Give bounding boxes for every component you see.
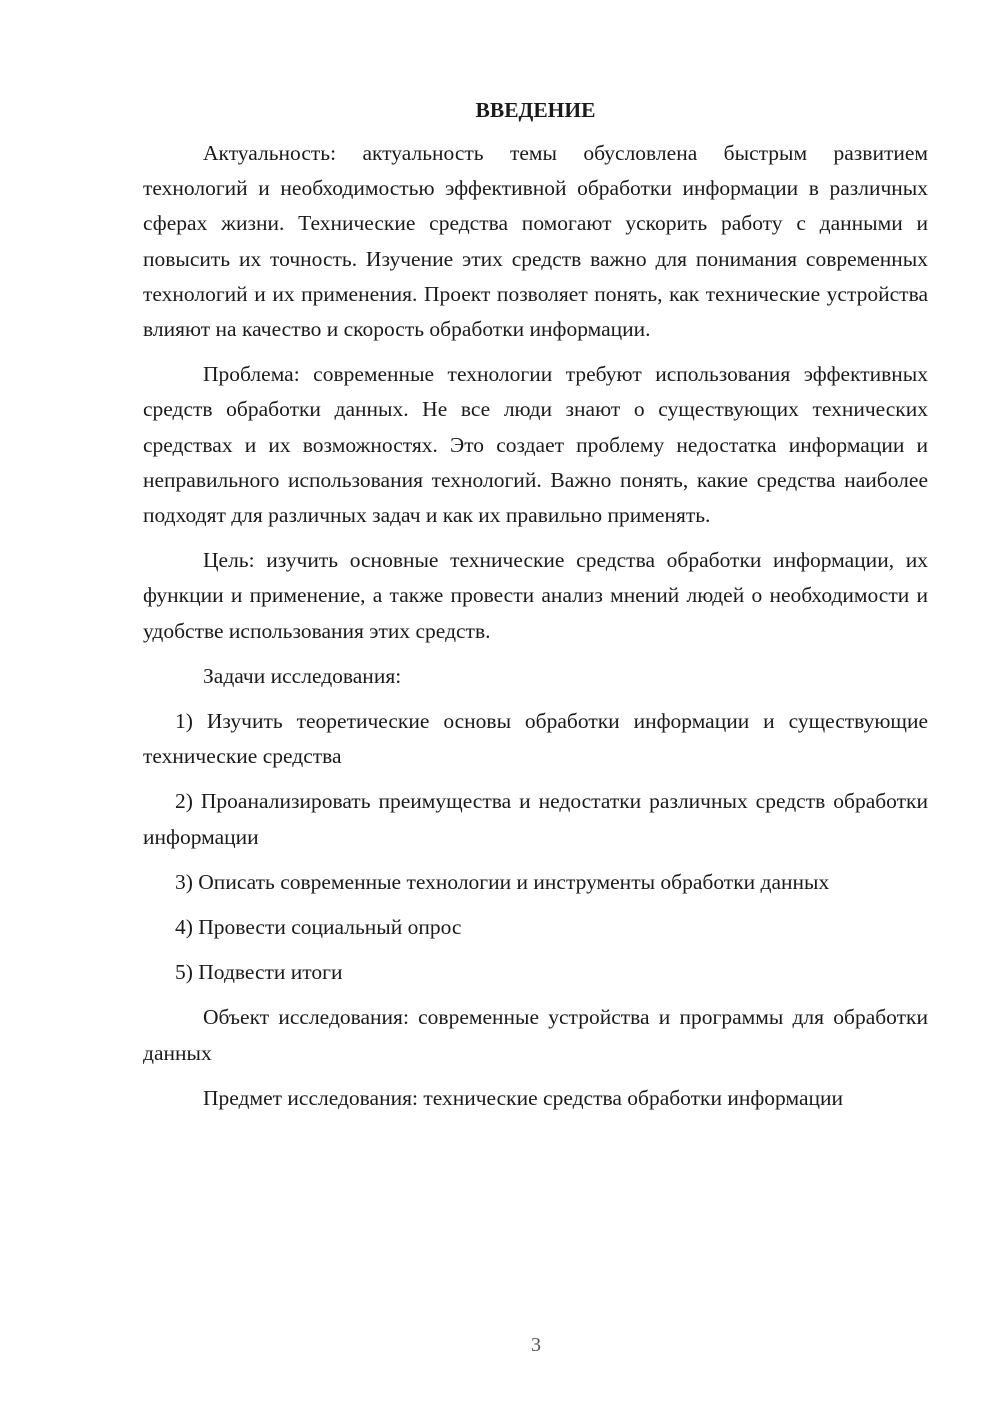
page-content [143,95,928,1126]
paragraph-goal: Цель: изучить основные технические средства обработки информации, их функции и применение, а также провести анализ мнений людей о необходимости и удобстве использования этих средств. [143,548,928,643]
page-number: 3 [531,1334,541,1356]
task-item-5: 5) Подвести итоги [175,960,343,985]
paragraph-problem: Проблема: современные технологии требуют использования эффективных средств обработки данных. Не все люди знают о существующих технических средствах и их возможностях. Это создает проблему недостатка информации и неправильного использования технологий. Важно понять, какие средства наиболее подходят для различных задач и как их правильно применять. [143,362,928,528]
task-item-3: 3) Описать современные технологии и инструменты обработки данных [175,869,830,894]
paragraph-relevance: Актуальность: актуальность темы обусловлена быстрым развитием технологий и необходимостью эффективной обработки информации в различных сферах жизни. Технические средства помогают ускорить работу с данными и повысить их точность. Изучение этих средств важно для понимания современных технологий и их применения. Проект позволяет понять, как технические устройства влияют на качество и скорость обработки информации. [143,141,928,342]
task-item-4: 4) Провести социальный опрос [175,915,462,940]
paragraph-object: Объект исследования: современные устройства и программы для обработки данных [143,1005,928,1065]
task-item-1: 1) Изучить теоретические основы обработки информации и существующие технические средства [143,709,928,769]
paragraph-subject: Предмет исследования: технические средства обработки информации [203,1085,844,1110]
tasks-heading: Задачи исследования: [203,663,402,688]
section-title: ВВЕДЕНИЕ [475,98,596,122]
task-item-2: 2) Проанализировать преимущества и недостатки различных средств обработки информации [143,789,928,849]
